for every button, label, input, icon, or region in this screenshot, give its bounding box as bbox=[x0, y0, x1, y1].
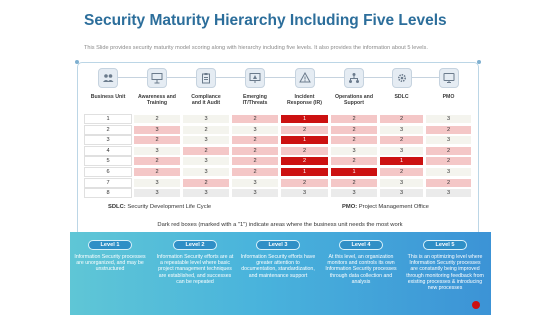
table-note: Dark red boxes (marked with a "1") indicate areas where the business unit needs the most work bbox=[157, 222, 403, 228]
business-unit-cell: 6 bbox=[84, 167, 132, 177]
score-cell: 3 bbox=[133, 188, 181, 198]
business-unit-cell: 5 bbox=[84, 156, 132, 166]
score-cell: 2 bbox=[231, 167, 279, 177]
score-cell: 2 bbox=[133, 114, 181, 124]
score-cell: 3 bbox=[425, 114, 472, 124]
score-cell: 2 bbox=[330, 114, 378, 124]
score-cell: 2 bbox=[182, 146, 230, 156]
score-cell: 3 bbox=[425, 188, 472, 198]
level-description: Information Security processes are unorganized, and may be unstructured bbox=[74, 254, 146, 273]
level-description: This is an optimizing level where Information Security processes are constantly being improved through monitoring feedback from existing processes & introducing new processes bbox=[406, 254, 484, 292]
score-cell: 2 bbox=[133, 167, 181, 177]
business-unit-cell: 2 bbox=[84, 125, 132, 135]
score-cell: 1 bbox=[280, 167, 329, 177]
score-cell: 2 bbox=[280, 156, 329, 166]
column-header: Compliance and it Audit bbox=[191, 94, 221, 106]
level-pill: Level 2 bbox=[173, 240, 217, 250]
score-cell: 3 bbox=[182, 114, 230, 124]
score-cell: 3 bbox=[182, 156, 230, 166]
score-cell: 1 bbox=[330, 167, 378, 177]
score-cell: 2 bbox=[379, 114, 424, 124]
level-pill: Level 4 bbox=[339, 240, 383, 250]
monitor-icon bbox=[439, 68, 459, 88]
gear-icon bbox=[392, 68, 412, 88]
score-cell: 3 bbox=[425, 135, 472, 145]
score-cell: 3 bbox=[330, 146, 378, 156]
score-cell: 3 bbox=[379, 178, 424, 188]
score-cell: 2 bbox=[379, 167, 424, 177]
score-cell: 2 bbox=[330, 125, 378, 135]
score-cell: 2 bbox=[231, 146, 279, 156]
legend-sdlc-key: SDLC: bbox=[108, 204, 126, 210]
score-cell: 2 bbox=[280, 125, 329, 135]
corner-red-dot bbox=[472, 301, 480, 309]
table-row bbox=[84, 125, 472, 135]
page-subtitle: This Slide provides security maturity model scoring along with hierarchy including five levels. It also provides the information about 5 levels. bbox=[84, 45, 428, 51]
score-cell: 3 bbox=[379, 125, 424, 135]
score-cell: 2 bbox=[425, 178, 472, 188]
table-row bbox=[84, 156, 472, 166]
column-header: Business Unit bbox=[90, 94, 126, 100]
legend-sdlc-text: Security Development Life Cycle bbox=[127, 204, 212, 210]
score-cell: 3 bbox=[133, 125, 181, 135]
presentation-icon bbox=[147, 68, 167, 88]
business-unit-cell: 1 bbox=[84, 114, 132, 124]
score-cell: 2 bbox=[182, 178, 230, 188]
score-cell: 1 bbox=[280, 135, 329, 145]
score-cell: 2 bbox=[133, 135, 181, 145]
table-row bbox=[84, 188, 472, 198]
table-row bbox=[84, 146, 472, 156]
score-cell: 3 bbox=[379, 146, 424, 156]
score-cell: 2 bbox=[379, 135, 424, 145]
score-cell: 2 bbox=[133, 156, 181, 166]
business-unit-cell: 8 bbox=[84, 188, 132, 198]
score-cell: 3 bbox=[425, 167, 472, 177]
score-cell: 3 bbox=[231, 125, 279, 135]
column-header: Awareness and Training bbox=[138, 94, 176, 106]
table-row bbox=[84, 178, 472, 188]
level-pill: Level 5 bbox=[423, 240, 467, 250]
business-unit-cell: 4 bbox=[84, 146, 132, 156]
score-cell: 2 bbox=[231, 114, 279, 124]
frame-corner-dot bbox=[477, 60, 481, 64]
level-pill: Level 3 bbox=[256, 240, 300, 250]
score-cell: 2 bbox=[425, 125, 472, 135]
clipboard-icon bbox=[196, 68, 216, 88]
score-cell: 2 bbox=[231, 156, 279, 166]
level-pill: Level 1 bbox=[88, 240, 132, 250]
table-row bbox=[84, 135, 472, 145]
score-cell: 3 bbox=[330, 188, 378, 198]
score-cell: 3 bbox=[133, 146, 181, 156]
score-cell: 2 bbox=[425, 146, 472, 156]
score-cell: 3 bbox=[280, 188, 329, 198]
score-cell: 2 bbox=[280, 178, 329, 188]
column-header: SDLC bbox=[394, 94, 409, 100]
score-cell: 3 bbox=[182, 167, 230, 177]
business-unit-cell: 7 bbox=[84, 178, 132, 188]
level-description: Information Security efforts have greater attention to documentation, standardization, and maintenance support bbox=[240, 254, 316, 279]
score-cell: 2 bbox=[330, 135, 378, 145]
legend-pmo-text: Project Management Office bbox=[358, 204, 429, 210]
legend-sdlc bbox=[108, 204, 211, 210]
alert-board-icon bbox=[245, 68, 265, 88]
score-cell: 2 bbox=[280, 146, 329, 156]
business-unit-cell: 3 bbox=[84, 135, 132, 145]
column-header: PMO bbox=[442, 94, 455, 100]
warning-person-icon bbox=[295, 68, 315, 88]
score-cell: 3 bbox=[182, 188, 230, 198]
org-chart-icon bbox=[344, 68, 364, 88]
column-header: Operations and Support bbox=[334, 94, 374, 106]
table-row bbox=[84, 114, 472, 124]
score-cell: 2 bbox=[425, 156, 472, 166]
legend-pmo-key: PMO: bbox=[342, 204, 358, 210]
column-header: Emerging IT/Threats bbox=[242, 94, 268, 106]
level-description: At this level, an organization monitors and controls its own Information Security processes through data collection and analysis bbox=[325, 254, 397, 285]
frame-corner-dot bbox=[75, 60, 79, 64]
level-description: Information Security efforts are at a repeatable level where basic project management techniques are established, and successes can be repeated bbox=[156, 254, 234, 285]
page-title: Security Maturity Hierarchy Including Five Levels bbox=[84, 12, 447, 29]
score-cell: 3 bbox=[182, 135, 230, 145]
score-cell: 3 bbox=[379, 188, 424, 198]
score-cell: 3 bbox=[133, 178, 181, 188]
score-cell: 2 bbox=[330, 156, 378, 166]
table-row bbox=[84, 167, 472, 177]
score-cell: 3 bbox=[231, 178, 279, 188]
score-cell: 2 bbox=[182, 125, 230, 135]
score-cell: 3 bbox=[231, 188, 279, 198]
score-cell: 2 bbox=[330, 178, 378, 188]
people-icon bbox=[98, 68, 118, 88]
legend-pmo bbox=[342, 204, 429, 210]
score-cell: 1 bbox=[280, 114, 329, 124]
score-cell: 1 bbox=[379, 156, 424, 166]
score-cell: 2 bbox=[231, 135, 279, 145]
column-header: Incident Response (IR) bbox=[287, 94, 322, 106]
